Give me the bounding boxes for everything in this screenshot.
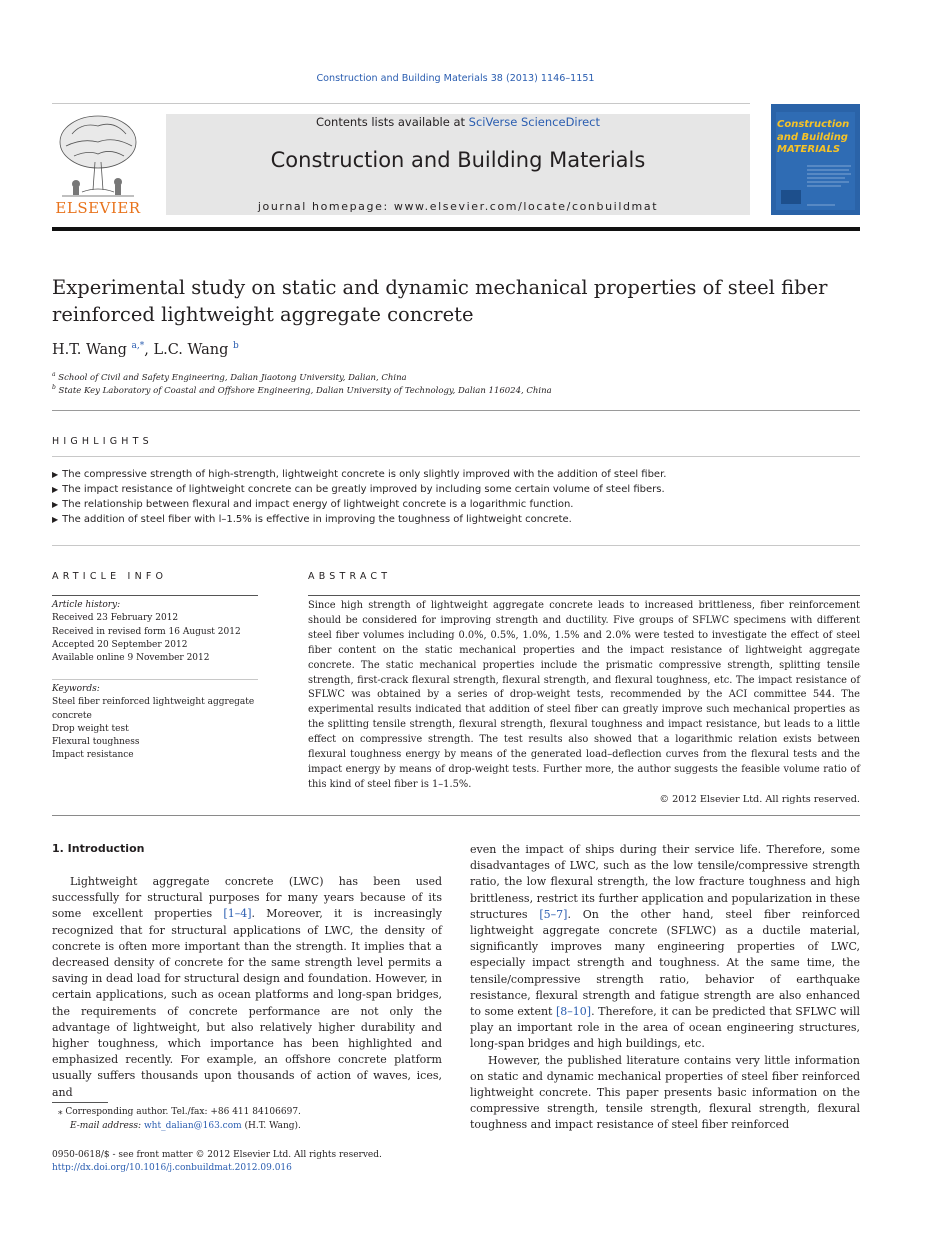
history-received: Received 23 February 2012	[52, 613, 179, 624]
affiliation-a-marker: a	[52, 371, 56, 378]
citation-link[interactable]: [1–4]	[223, 907, 252, 921]
abstract-divider	[308, 595, 860, 596]
title-divider	[52, 410, 860, 411]
intro-text: Lightweight aggregate concrete (LWC) has been used successfully for structural purposes for many years because of its some excellent properties	[52, 875, 442, 921]
history-accepted: Accepted 20 September 2012	[52, 639, 188, 650]
email-suffix: (H.T. Wang).	[241, 1121, 301, 1131]
history-revised: Received in revised form 16 August 2012	[52, 626, 241, 637]
intro-text: . Therefore, it can be predicted that SFLWC will play an important role in the area of ocean engineering structures, long-span bridges and high buildings, etc.	[470, 1005, 860, 1051]
article-info-divider	[52, 595, 258, 596]
keywords-label: Keywords:	[52, 684, 100, 694]
elsevier-wordmark: ELSEVIER	[55, 199, 141, 217]
article-history-label: Article history:	[52, 600, 121, 610]
author-separator: ,	[144, 341, 154, 358]
journal-homepage[interactable]: journal homepage: www.elsevier.com/locate/conbuildmat	[257, 200, 659, 213]
intro-paragraph-1	[52, 874, 442, 1101]
bullet-arrow-icon: ▶	[52, 500, 59, 509]
intro-text: . On the other hand, steel fiber reinforced lightweight aggregate concrete (SFLWC) as a ductile material, significantly improves many engineering properties of LWC, especially impact strength and toughness. At the same time, the tensile/compressive strength ratio, behavior of earthquake resistance, flexural strength and fatigue strength are also enhanced to some extent	[470, 907, 860, 1019]
bullet-arrow-icon: ▶	[52, 485, 59, 494]
corresponding-author-note: ⁎ Corresponding author. Tel./fax: +86 411 84106697.	[58, 1107, 301, 1117]
keyword: Flexural toughness	[52, 737, 140, 748]
front-divider	[52, 815, 860, 816]
affiliation-a	[52, 371, 407, 383]
issn-line: 0950-0618/$ - see front matter © 2012 Elsevier Ltd. All rights reserved.	[52, 1150, 382, 1160]
highlight-item	[52, 484, 860, 495]
abstract-heading: ABSTRACT	[308, 571, 392, 582]
intro-text: even the impact of ships during their service life. Therefore, some disadvantages of LWC, such as the low tensile/compressive strength ratio, the low flexural strength, the low fracture toughness and high brittleness, restrict its further application and popularization in these structures	[470, 843, 860, 921]
keywords-divider	[52, 679, 258, 680]
highlights-heading: HIGHLIGHTS	[52, 436, 153, 447]
affiliation-b	[52, 384, 552, 396]
email-line	[70, 1121, 301, 1131]
bullet-arrow-icon: ▶	[52, 470, 59, 479]
author-2[interactable]: L.C. Wang	[153, 341, 229, 358]
intro-paragraph-2: However, the published literature contains very little information on static and dynamic mechanical properties of steel fiber reinforced lightweight concrete. This paper presents basic information on the compressive strength, tensile strength, flexural strength, flexural toughness and impact resistance of steel fiber reinforced	[470, 1053, 860, 1132]
journal-reference[interactable]: Construction and Building Materials 38 (2013) 1146–1151	[316, 73, 595, 84]
masthead-rule	[52, 227, 860, 231]
keyword: Steel fiber reinforced lightweight aggregate	[52, 697, 255, 708]
affiliation-a-text: School of Civil and Safety Engineering, Dalian Jiaotong University, Dalian, China	[58, 372, 407, 383]
intro-right-column	[470, 842, 860, 1134]
affiliation-b-text: State Key Laboratory of Coastal and Offshore Engineering, Dalian University of Technology, Dalian 116024, China	[58, 385, 552, 396]
keywords	[52, 683, 258, 763]
cover-title: Construction and Building MATERIALS	[777, 119, 850, 155]
footnote-divider	[52, 1102, 108, 1103]
keyword: Impact resistance	[52, 750, 134, 761]
citation-link[interactable]: [8–10]	[556, 1005, 592, 1019]
intro-text: . Moreover, it is increasingly recognized that for structural applications of LWC, the density of concrete is often more important than the strength. It implies that a decreased density of concrete for the same strength level permits a saving in dead load for structural design and foundation. However, in certain applications, such as ocean platforms and long-span bridges, the requirements of concrete performance are not only the advantage of lightweight, but also relatively higher durability and higher toughness, which importance has been highlighted and emphasized recently. For example, an offshore concrete platform usually suffers thousands upon thousands of action of waves, ices, and	[52, 907, 442, 1099]
intro-paragraph-continued	[470, 842, 860, 1053]
article-history	[52, 599, 258, 665]
highlights-divider	[52, 456, 860, 457]
contents-line	[166, 115, 750, 129]
sciencedirect-link[interactable]: SciVerse ScienceDirect	[468, 115, 601, 129]
highlight-text: The relationship between flexural and impact energy of lightweight concrete is a logarithmic function.	[62, 499, 574, 510]
article-info-heading: ARTICLE INFO	[52, 571, 168, 582]
history-online: Available online 9 November 2012	[52, 653, 210, 664]
email-link[interactable]: wht_dalian@163.com	[143, 1121, 242, 1131]
author-2-affiliation-marker[interactable]: b	[233, 341, 239, 351]
highlight-item	[52, 514, 860, 525]
keyword: Drop weight test	[52, 723, 129, 734]
author-list	[52, 341, 239, 358]
author-1[interactable]: H.T. Wang	[52, 341, 127, 358]
contents-prefix: Contents lists available at	[315, 115, 466, 129]
highlights-bottom-divider	[52, 545, 860, 546]
highlight-text: The compressive strength of high-strength, lightweight concrete is only slightly improved with the addition of steel fiber.	[62, 469, 667, 480]
journal-name: Construction and Building Materials	[270, 148, 646, 172]
highlight-item	[52, 499, 860, 510]
highlight-item	[52, 469, 860, 480]
section-heading-introduction: 1. Introduction	[52, 842, 145, 855]
intro-left-column	[52, 874, 442, 1101]
bullet-arrow-icon: ▶	[52, 515, 59, 524]
abstract-copyright: © 2012 Elsevier Ltd. All rights reserved.	[659, 794, 860, 805]
abstract-text: Since high strength of lightweight aggregate concrete leads to increased brittleness, fiber reinforcement should be considered for improving strength and ductility. Five groups of SFLWC specimens with different steel fiber volumes including 0.0%, 0.5%, 1.0%, 1.5% and 2.0% were tested to investigate the effect of steel fiber content on the static mechanical properties and the impact resistance of lightweight aggregate concrete. The static mechanical properties include the prismatic compressive strength, splitting tensile strength, first-crack flexural strength, flexural strength, and flexural toughness, etc. The impact resistance of SFLWC was obtained by a series of drop-weight tests, recommended by the ACI committee 544. The experimental results indicated that addition of steel fiber can greatly improve such mechanical properties as the splitting tensile strength, flexural strength, flexural toughness and impact resistance, but leads to a little effect on compressive strength. The test results also showed that a logarithmic relation exists between flexural toughness energy by means of the generated load–deflection curves from the flexural tests and the impact energy by means of drop-weight tests. Further more, the author suggests the feasible volume ratio of this kind of steel fiber is 1–1.5%.	[308, 600, 860, 790]
keyword: concrete	[52, 710, 92, 721]
header-divider	[52, 103, 750, 104]
highlight-text: The impact resistance of lightweight concrete can be greatly improved by including some certain volume of steel fibers.	[62, 484, 665, 495]
author-1-affiliation-marker[interactable]: a,*	[131, 341, 145, 351]
doi-link[interactable]: http://dx.doi.org/10.1016/j.conbuildmat.2012.09.016	[52, 1163, 292, 1173]
email-label: E-mail address:	[70, 1121, 142, 1131]
citation-link[interactable]: [5–7]	[539, 907, 568, 921]
affiliation-b-marker: b	[52, 384, 56, 391]
article-title: Experimental study on static and dynamic mechanical properties of steel fiber reinforced lightweight aggregate concrete	[52, 276, 828, 326]
highlight-text: The addition of steel fiber with l–1.5% is effective in improving the toughness of lightweight concrete.	[62, 514, 572, 525]
